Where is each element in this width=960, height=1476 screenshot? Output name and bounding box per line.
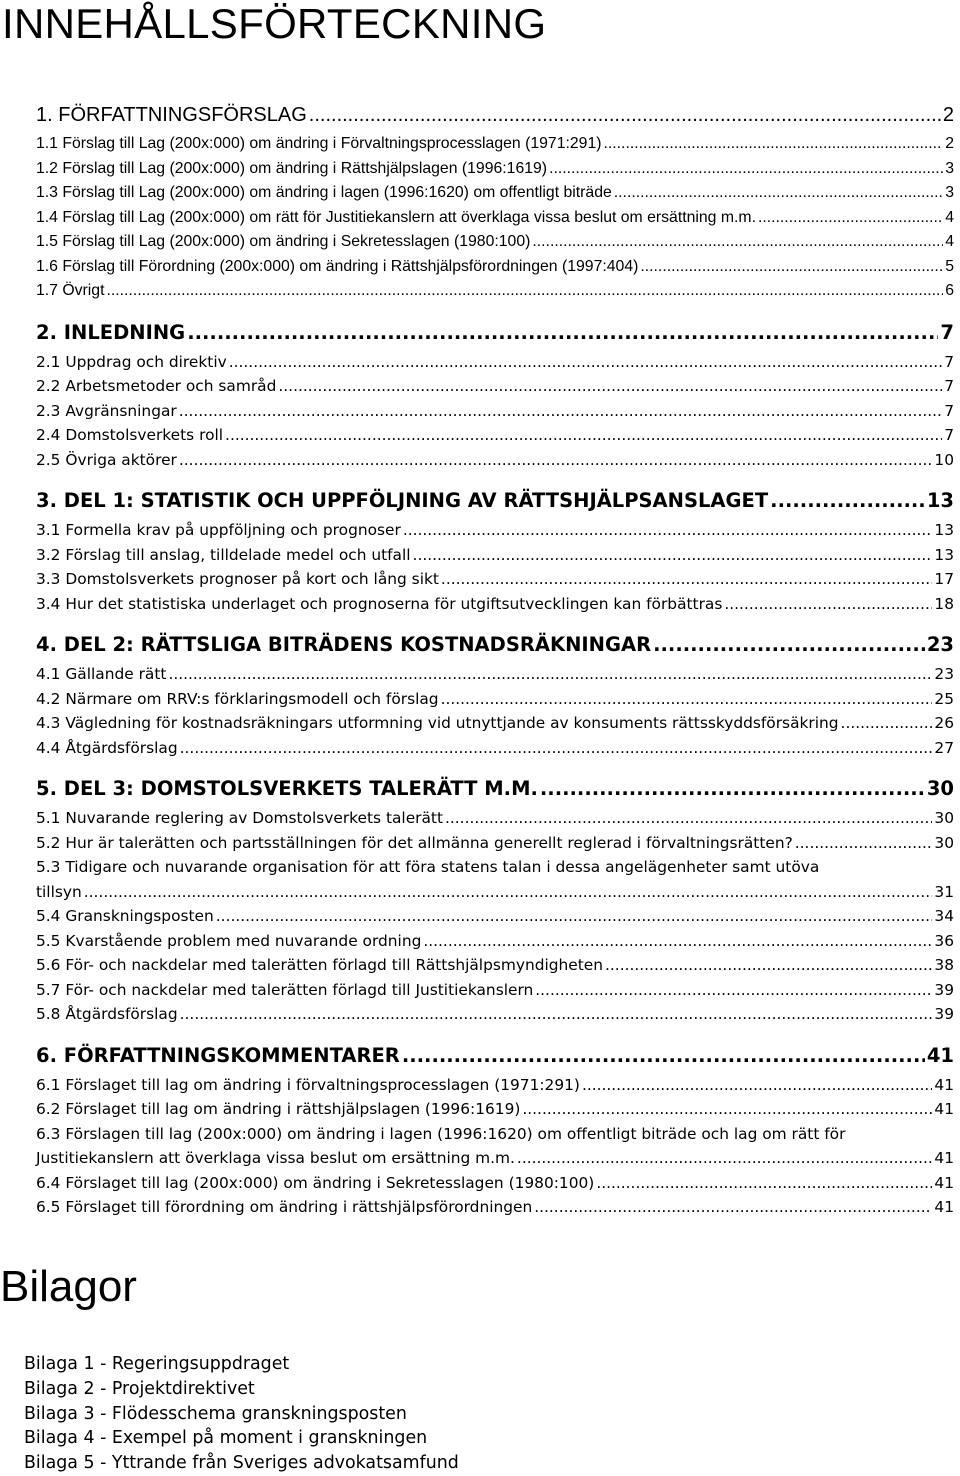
toc-entry-label: 5.6 För- och nackdelar med talerätten förlagd till Rättshjälpsmyndigheten — [36, 956, 604, 974]
toc-entry[interactable] — [36, 1073, 954, 1098]
dot-leader — [535, 978, 932, 1003]
toc-entry-page-number: 13 — [934, 545, 954, 564]
toc-entry[interactable] — [36, 374, 954, 399]
dot-leader — [522, 1097, 932, 1122]
toc-heading[interactable] — [36, 98, 954, 132]
dot-leader — [216, 904, 933, 929]
toc-entry-label: 2.2 Arbetsmetoder och samråd — [36, 377, 277, 395]
dot-leader — [106, 279, 943, 304]
dot-leader — [445, 806, 932, 831]
toc-entry-label: 1.1 Förslag till Lag (200x:000) om ändring i Förvaltningsprocesslagen (1971:291) — [36, 135, 602, 152]
toc-entry[interactable] — [36, 206, 954, 231]
toc-heading-label: 4. DEL 2: RÄTTSLIGA BITRÄDENS KOSTNADSRÄKNINGAR — [36, 633, 652, 656]
toc-heading-label: 3. DEL 1: STATISTIK OCH UPPFÖLJNING AV RÄTTSHJÄLPSANSLAGET — [36, 489, 769, 512]
dot-leader — [309, 98, 941, 132]
toc-entry-page-number: 5 — [945, 257, 954, 275]
toc-entry-label: 5.2 Hur är talerätten och partsställningen för det allmänna generellt reglerad i förvaltningsrätten? — [36, 833, 793, 852]
toc-entry-page-number: 41 — [934, 1075, 954, 1094]
toc-entry[interactable] — [36, 423, 954, 448]
toc-entry-label: 1.6 Förslag till Förordning (200x:000) om ändring i Rättshjälpsförordningen (1997:404) — [36, 257, 639, 275]
toc-entry-page-number: 26 — [934, 714, 954, 732]
toc-entry-page-number: 41 — [934, 1198, 954, 1216]
toc-entry[interactable] — [36, 1097, 954, 1122]
dot-leader — [614, 181, 943, 206]
toc-section — [36, 316, 954, 473]
toc-section — [36, 98, 954, 304]
toc-entry-label: 5.7 För- och nackdelar med talerätten förlagd till Justitiekanslern — [36, 980, 534, 999]
toc-entry-label[interactable]: 6.3 Förslagen till lag (200x:000) om ändring i lagen (1996:1620) om offentligt biträde och lag om rätt för — [36, 1124, 846, 1143]
toc-entry-label: 6.1 Förslaget till lag om ändring i förvaltningsprocesslagen (1971:291) — [36, 1075, 580, 1094]
toc-entry-page-number: 30 — [934, 833, 954, 852]
toc-entry-label: 2.3 Avgränsningar — [36, 401, 177, 420]
toc-entry-label: 6.4 Förslaget till lag (200x:000) om ändring i Sekretesslagen (1980:100) — [36, 1173, 595, 1192]
toc-entry-label: 1.2 Förslag till Lag (200x:000) om ändring i Rättshjälpslagen (1996:1619) — [36, 159, 548, 177]
page-title: INNEHÅLLSFÖRTECKNING — [2, 0, 547, 47]
toc-heading-page-number: 23 — [926, 633, 954, 656]
toc-entry-page-number: 18 — [934, 594, 954, 613]
toc-entry[interactable] — [36, 255, 954, 280]
toc-entry[interactable] — [36, 1002, 954, 1027]
toc-entry-page-number: 7 — [944, 426, 954, 444]
toc-entry-label: 2.4 Domstolsverkets roll — [36, 426, 224, 444]
toc-entry[interactable] — [36, 1171, 954, 1196]
toc-entry-page-number: 6 — [945, 282, 954, 299]
dot-leader — [795, 831, 933, 856]
toc-entry-label: 5.5 Kvarstående problem med nuvarande ordning — [36, 931, 422, 950]
toc-entry[interactable] — [36, 518, 954, 543]
toc-entry-label: 1.5 Förslag till Lag (200x:000) om ändring i Sekretesslagen (1980:100) — [36, 233, 531, 250]
toc-entry-page-number: 10 — [934, 450, 954, 469]
toc-entry[interactable] — [36, 448, 954, 473]
toc-entry-label: 1.7 Övrigt — [36, 282, 105, 299]
dot-leader — [179, 399, 942, 424]
dot-leader — [403, 518, 933, 543]
toc-heading[interactable] — [36, 484, 954, 518]
toc-entry-label: 4.1 Gällande rätt — [36, 665, 167, 683]
dot-leader — [423, 929, 932, 954]
toc-entry-page-number: 7 — [944, 352, 954, 371]
toc-entry-label: 3.3 Domstolsverkets prognoser på kort och lång sikt — [36, 570, 439, 588]
dot-leader — [402, 1039, 925, 1073]
toc-entry-label: 3.4 Hur det statistiska underlaget och prognoserna för utgiftsutvecklingen kan förbättras — [36, 594, 723, 613]
toc-entry-label: 4.2 Närmare om RRV:s förklaringsmodell och förslag — [36, 689, 439, 708]
toc-entry[interactable] — [36, 929, 954, 954]
dot-leader — [225, 423, 942, 448]
toc-entry-page-number: 25 — [934, 689, 954, 708]
dot-leader — [653, 628, 925, 662]
toc-entry[interactable] — [36, 687, 954, 712]
toc-entry-page-number: 4 — [945, 208, 954, 226]
dot-leader — [596, 1171, 932, 1196]
toc-section — [36, 772, 954, 1027]
toc-heading[interactable] — [36, 1039, 954, 1073]
toc-entry-label: 1.4 Förslag till Lag (200x:000) om rätt för Justitiekanslern att överklaga vissa beslut om ersättning m.m. — [36, 208, 756, 226]
toc-entry-page-number: 34 — [934, 907, 954, 925]
toc-entry[interactable] — [36, 132, 954, 157]
toc-entry-page-number: 3 — [945, 159, 954, 177]
toc-entry-label-continuation: tillsyn — [36, 882, 82, 901]
toc-entry-page-number: 39 — [934, 980, 954, 999]
toc-entry-continuation[interactable] — [36, 880, 954, 905]
toc-entry[interactable] — [36, 543, 954, 568]
toc-entry[interactable] — [36, 736, 954, 761]
toc-entry[interactable] — [36, 978, 954, 1003]
bilaga-item: Bilaga 5 - Yttrande från Sveriges advokatsamfund — [24, 1453, 459, 1474]
toc-entry-label: 6.2 Förslaget till lag om ändring i rättshjälpslagen (1996:1619) — [36, 1100, 521, 1118]
toc-entry-page-number: 30 — [934, 809, 954, 827]
toc-heading-page-number: 13 — [926, 489, 954, 512]
toc-heading[interactable] — [36, 628, 954, 662]
dot-leader — [84, 880, 933, 905]
toc-entry-page-number: 13 — [934, 521, 954, 539]
toc-entry[interactable] — [36, 567, 954, 592]
dot-leader — [179, 448, 933, 473]
toc-entry-label: 4.4 Åtgärdsförslag — [36, 738, 178, 757]
toc-entry[interactable] — [36, 831, 954, 856]
dot-leader — [724, 592, 932, 617]
dot-leader — [413, 543, 933, 568]
dot-leader — [168, 662, 932, 687]
toc-entry-label: 4.3 Vägledning för kostnadsräkningars utformning vid utnyttjande av konsuments rättsskyddsförsäkring — [36, 714, 839, 732]
toc-section — [36, 484, 954, 616]
toc-heading-page-number: 30 — [926, 777, 954, 800]
toc-entry-page-number: 27 — [934, 738, 954, 757]
toc-entry-page-number: 41 — [934, 1100, 954, 1118]
toc-entry-label: 1.3 Förslag till Lag (200x:000) om ändring i lagen (1996:1620) om offentligt biträde — [36, 184, 612, 201]
toc-entry[interactable] — [36, 230, 954, 255]
dot-leader — [582, 1073, 932, 1098]
toc-entry-page-number: 31 — [934, 882, 954, 901]
toc-entry-label: 5.8 Åtgärdsförslag — [36, 1005, 178, 1023]
toc-entry[interactable] — [36, 350, 954, 375]
toc-entry[interactable] — [36, 592, 954, 617]
toc-heading-label: 5. DEL 3: DOMSTOLSVERKETS TALERÄTT M.M. — [36, 777, 538, 800]
dot-leader — [758, 206, 943, 231]
toc-entry[interactable] — [36, 904, 954, 929]
toc-entry-label: 5.1 Nuvarande reglering av Domstolsverkets talerätt — [36, 809, 443, 827]
dot-leader — [605, 953, 932, 978]
toc-entry[interactable] — [36, 662, 954, 687]
dot-leader — [441, 567, 932, 592]
toc-entry-page-number: 41 — [934, 1173, 954, 1192]
toc-entry-page-number: 7 — [944, 377, 954, 395]
bilagor-title: Bilagor — [0, 1262, 137, 1311]
toc-section — [36, 1039, 954, 1220]
dot-leader — [441, 687, 933, 712]
toc-entry-continuation[interactable] — [36, 1146, 954, 1171]
toc-entry-page-number: 36 — [934, 931, 954, 950]
toc-entry-label-continuation: Justitiekanslern att överklaga vissa beslut om ersättning m.m. — [36, 1149, 515, 1167]
toc-entry[interactable] — [36, 711, 954, 736]
bilaga-item: Bilaga 2 - Projektdirektivet — [24, 1378, 255, 1399]
bilaga-item: Bilaga 3 - Flödesschema granskningsposten — [24, 1403, 407, 1424]
toc-entry[interactable] — [36, 181, 954, 206]
toc-entry[interactable] — [36, 1195, 954, 1220]
toc-entry-label: 5.4 Granskningsposten — [36, 907, 214, 925]
dot-leader — [278, 374, 942, 399]
bilaga-item: Bilaga 1 - Regeringsuppdraget — [24, 1354, 290, 1374]
toc-entry-page-number: 38 — [934, 956, 954, 974]
dot-leader — [532, 230, 943, 255]
toc-entry-label: 6.5 Förslaget till förordning om ändring i rättshjälpsförordningen — [36, 1198, 533, 1216]
toc-heading-label: 6. FÖRFATTNINGSKOMMENTARER — [36, 1043, 400, 1067]
toc-heading[interactable] — [36, 316, 954, 350]
toc-entry-page-number: 4 — [945, 233, 954, 250]
bilagor-list — [24, 1352, 459, 1476]
dot-leader — [604, 132, 944, 157]
toc-section — [36, 628, 954, 760]
toc-entry-page-number: 7 — [944, 401, 954, 420]
toc-heading-page-number: 2 — [942, 104, 954, 126]
toc-heading[interactable] — [36, 772, 954, 806]
toc-heading-label: 1. FÖRFATTNINGSFÖRSLAG — [36, 104, 307, 126]
toc-entry-page-number: 23 — [934, 665, 954, 683]
dot-leader — [180, 736, 933, 761]
toc-entry-page-number: 3 — [945, 184, 954, 201]
toc-heading-label: 2. INLEDNING — [36, 320, 186, 344]
toc-entry-label: 2.5 Övriga aktörer — [36, 450, 177, 469]
toc-entry[interactable] — [36, 953, 954, 978]
bilaga-item: Bilaga 4 - Exempel på moment i granskningen — [24, 1428, 428, 1449]
toc-entry-label: 3.2 Förslag till anslag, tilldelade medel och utfall — [36, 545, 411, 564]
dot-leader — [841, 711, 933, 736]
dot-leader — [229, 350, 942, 375]
dot-leader — [180, 1002, 933, 1027]
toc-entry[interactable] — [36, 279, 954, 304]
dot-leader — [540, 772, 925, 806]
dot-leader — [640, 255, 943, 280]
toc-entry[interactable] — [36, 399, 954, 424]
toc-entry-label: 2.1 Uppdrag och direktiv — [36, 352, 227, 371]
toc-heading-page-number: 41 — [926, 1043, 954, 1067]
toc-entry-label: 3.1 Formella krav på uppföljning och prognoser — [36, 521, 401, 539]
table-of-contents — [36, 98, 954, 1220]
dot-leader — [549, 157, 943, 182]
toc-entry-page-number: 2 — [945, 135, 954, 152]
toc-heading-page-number: 7 — [940, 320, 954, 344]
dot-leader — [770, 484, 925, 518]
toc-entry-page-number: 41 — [934, 1149, 954, 1167]
toc-entry-page-number: 17 — [934, 570, 954, 588]
toc-entry-label[interactable]: 5.3 Tidigare och nuvarande organisation för att föra statens talan i dessa angelägenheter samt utöva — [36, 858, 820, 876]
dot-leader — [187, 316, 938, 350]
dot-leader — [534, 1195, 932, 1220]
dot-leader — [517, 1146, 932, 1171]
toc-entry[interactable] — [36, 157, 954, 182]
toc-entry-page-number: 39 — [934, 1005, 954, 1023]
toc-entry[interactable] — [36, 806, 954, 831]
